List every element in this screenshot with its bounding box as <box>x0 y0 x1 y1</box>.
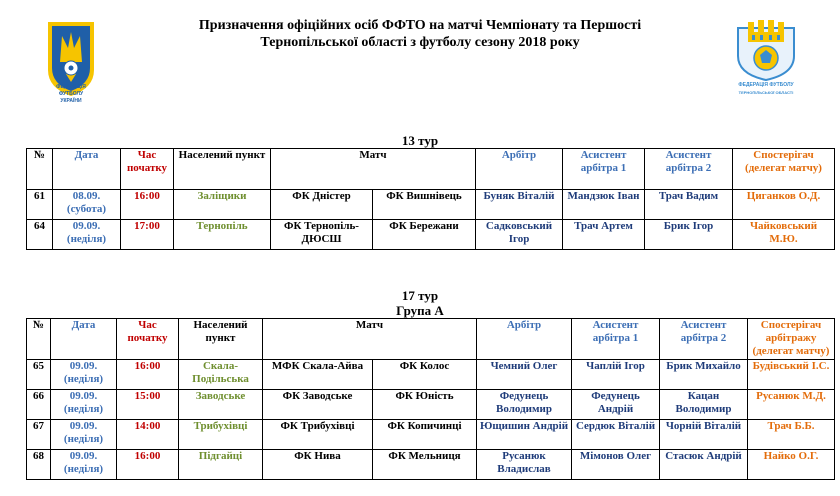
row-assistant-2: Стасюк Андрій <box>660 450 748 480</box>
row-assistant-1: Трач Артем <box>563 220 645 250</box>
row-date: 09.09. (неділя) <box>51 390 117 420</box>
header-referee: Арбітр <box>476 149 563 190</box>
row-time: 16:00 <box>117 450 179 480</box>
row-away-team: ФК Копичинці <box>373 420 477 450</box>
table-row <box>27 390 835 420</box>
row-date: 08.09. (субота) <box>53 190 121 220</box>
row-referee: Буняк Віталій <box>476 190 563 220</box>
row-time: 16:00 <box>121 190 174 220</box>
tour-13-title: 13 тур <box>401 133 439 148</box>
row-date: 09.09. (неділя) <box>51 420 117 450</box>
header-observer: Спостерігач арбітражу (делегат матчу) <box>748 319 835 360</box>
row-time: 17:00 <box>121 220 174 250</box>
row-assistant-1: Мандзюк Іван <box>563 190 645 220</box>
row-assistant-1: Мімонов Олег <box>572 450 660 480</box>
row-observer: Циганков О.Д. <box>733 190 835 220</box>
row-away-team: ФК Вишнівець <box>373 190 476 220</box>
header-time: Час початку <box>117 319 179 360</box>
title-line-2: Тернопільської області з футболу сезону 2018 року <box>260 35 580 50</box>
row-num: 67 <box>27 420 51 450</box>
row-num: 64 <box>27 220 53 250</box>
header-place: Населений пункт <box>179 319 263 360</box>
header-match: Матч <box>263 319 477 360</box>
row-assistant-1: Чаплій Ігор <box>572 360 660 390</box>
group-a-title: Група А <box>396 303 444 318</box>
ffu-label-line1: ФЕДЕРАЦІЯ <box>56 84 86 90</box>
row-referee: Ющишин Андрій <box>477 420 572 450</box>
header-assistant-1: Асистент арбітра 1 <box>563 149 645 190</box>
row-away-team: ФК Мельниця <box>373 450 477 480</box>
row-away-team: ФК Колос <box>373 360 477 390</box>
header-assistant-2: Асистент арбітра 2 <box>660 319 748 360</box>
row-home-team: МФК Скала-Айва <box>263 360 373 390</box>
ffu-label-line2: ФУТБОЛУ <box>58 91 84 97</box>
row-assistant-2: Брик Михайло <box>660 360 748 390</box>
header-match: Матч <box>271 149 476 190</box>
tour-13-table <box>26 148 835 250</box>
ffto-logo <box>732 18 800 98</box>
ffto-label-line2: ТЕРНОПІЛЬСЬКОЇ ОБЛАСТІ <box>738 90 794 95</box>
row-place: Трибухівці <box>179 420 263 450</box>
row-referee: Садковський Ігор <box>476 220 563 250</box>
table-row <box>27 420 835 450</box>
row-num: 66 <box>27 390 51 420</box>
row-home-team: ФК Заводське <box>263 390 373 420</box>
tour-17-title: 17 тур <box>401 288 439 303</box>
header-assistant-2: Асистент арбітра 2 <box>645 149 733 190</box>
row-place: Заліщики <box>174 190 271 220</box>
row-observer: Будівський І.С. <box>748 360 835 390</box>
row-date: 09.09. (неділя) <box>51 450 117 480</box>
row-time: 16:00 <box>117 360 179 390</box>
row-assistant-2: Брик Ігор <box>645 220 733 250</box>
row-observer: Найко О.Г. <box>748 450 835 480</box>
table-row <box>27 360 835 390</box>
row-observer: Русанюк М.Д. <box>748 390 835 420</box>
row-date: 09.09. (неділя) <box>51 360 117 390</box>
castle-ball-icon <box>732 18 800 82</box>
row-observer: Трач Б.Б. <box>748 420 835 450</box>
row-referee: Федунець Володимир <box>477 390 572 420</box>
table-row <box>27 450 835 480</box>
ffto-label-line1: ФЕДЕРАЦІЯ ФУТБОЛУ <box>738 82 794 88</box>
header-num: № <box>27 319 51 360</box>
ffu-logo <box>40 18 102 110</box>
header-date: Дата <box>51 319 117 360</box>
row-away-team: ФК Юність <box>373 390 477 420</box>
row-assistant-2: Чорній Віталій <box>660 420 748 450</box>
header-time: Час початку <box>121 149 174 190</box>
row-home-team: ФК Нива <box>263 450 373 480</box>
document-title <box>150 17 690 51</box>
row-place: Заводське <box>179 390 263 420</box>
row-referee: Русанюк Владислав <box>477 450 572 480</box>
row-num: 61 <box>27 190 53 220</box>
row-home-team: ФК Дністер <box>271 190 373 220</box>
table-row <box>27 220 835 250</box>
row-num: 65 <box>27 360 51 390</box>
row-time: 15:00 <box>117 390 179 420</box>
row-assistant-1: Федунець Андрій <box>572 390 660 420</box>
header-referee: Арбітр <box>477 319 572 360</box>
header-place: Населений пункт <box>174 149 271 190</box>
table-row <box>27 190 835 220</box>
row-assistant-2: Трач Вадим <box>645 190 733 220</box>
row-time: 14:00 <box>117 420 179 450</box>
row-away-team: ФК Бережани <box>373 220 476 250</box>
row-num: 68 <box>27 450 51 480</box>
row-home-team: ФК Трибухівці <box>263 420 373 450</box>
row-place: Підгайці <box>179 450 263 480</box>
header-date: Дата <box>53 149 121 190</box>
row-assistant-1: Сердюк Віталій <box>572 420 660 450</box>
header-num: № <box>27 149 53 190</box>
row-home-team: ФК Тернопіль-ДЮСШ <box>271 220 373 250</box>
table-header-row <box>27 149 835 190</box>
row-referee: Чемний Олег <box>477 360 572 390</box>
row-date: 09.09. (неділя) <box>53 220 121 250</box>
row-place: Скала-Подільська <box>179 360 263 390</box>
header-assistant-1: Асистент арбітра 1 <box>572 319 660 360</box>
tour-17-table <box>26 318 835 480</box>
row-assistant-2: Кацан Володимир <box>660 390 748 420</box>
header-observer: Спостерігач (делегат матчу) <box>733 149 835 190</box>
title-line-1: Призначення офіційних осіб ФФТО на матчі Чемпіонату та Першості <box>198 18 642 33</box>
row-observer: Чайковський М.Ю. <box>733 220 835 250</box>
row-place: Тернопіль <box>174 220 271 250</box>
ffu-label-line3: УКРАЇНИ <box>60 98 82 104</box>
table-header-row <box>27 319 835 360</box>
